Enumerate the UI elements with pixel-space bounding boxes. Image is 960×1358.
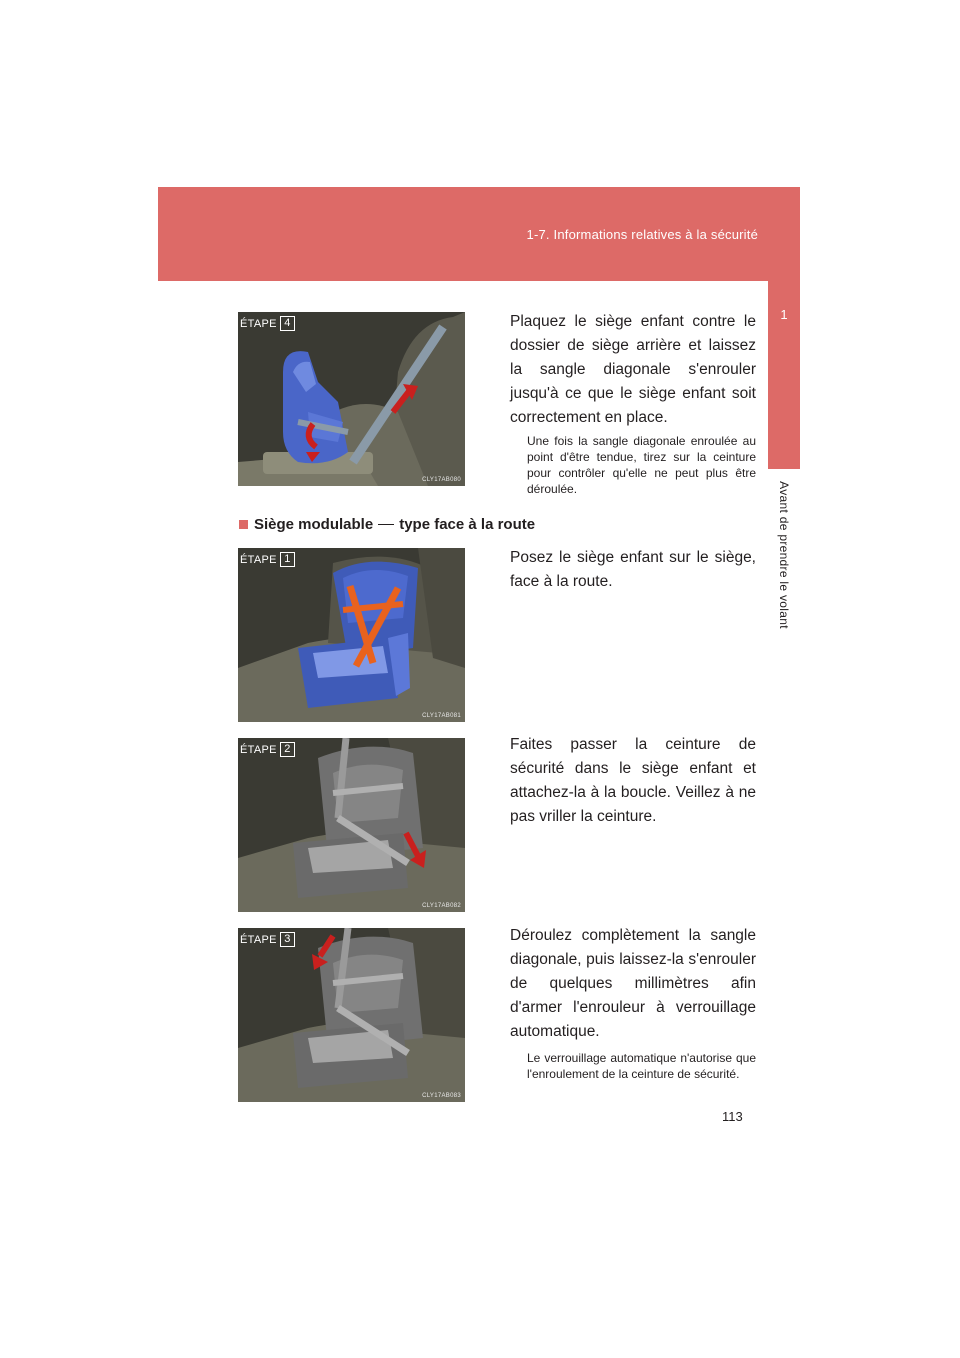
chapter-tab — [768, 281, 800, 469]
step-badge — [240, 742, 295, 757]
figure-code: CLY17AB080 — [422, 477, 461, 483]
step-1-text: Posez le siège enfant sur le siège, face à la route. — [510, 549, 756, 590]
figure-code: CLY17AB082 — [422, 903, 461, 909]
section-heading — [239, 516, 535, 533]
figure-step-3 — [238, 928, 465, 1102]
step-number: 2 — [280, 742, 295, 757]
car-seat-illustration-step-4 — [238, 312, 465, 486]
step-label: ÉTAPE — [240, 317, 277, 330]
step-4-text: Plaquez le siège enfant contre le dossier de siège arrière et laissez la sangle diagonale s'enrouler jusqu'à ce que le siège enfant soit correctement en place. — [510, 313, 756, 426]
figure-step-4 — [238, 312, 465, 486]
dash-icon — [378, 524, 394, 525]
step-3-text: Déroulez complètement la sangle diagonale, puis laissez-la s'enrouler de quelques millimètres afin d'armer l'enrouleur à verrouillage automatique. — [510, 927, 756, 1040]
step-badge — [240, 932, 295, 947]
step-number: 1 — [280, 552, 295, 567]
car-seat-illustration-step-1 — [238, 548, 465, 722]
figure-code: CLY17AB083 — [422, 1093, 461, 1099]
step-label: ÉTAPE — [240, 553, 277, 566]
figure-code: CLY17AB081 — [422, 713, 461, 719]
step-number: 3 — [280, 932, 295, 947]
header-band — [158, 187, 800, 281]
chapter-label-container — [770, 480, 798, 630]
figure-step-1 — [238, 548, 465, 722]
step-badge — [240, 316, 295, 331]
step-label: ÉTAPE — [240, 933, 277, 946]
chapter-label: Avant de prendre le volant — [777, 481, 791, 629]
step-badge — [240, 552, 295, 567]
step-label: ÉTAPE — [240, 743, 277, 756]
step-2-text: Faites passer la ceinture de sécurité dans le siège enfant et attachez-la à la boucle. Veillez à ne pas vriller la ceinture. — [510, 736, 756, 825]
step-3-note: Le verrouillage automatique n'autorise que l'enroulement de la ceinture de sécurité. — [527, 1051, 756, 1081]
car-seat-illustration-step-3 — [238, 928, 465, 1102]
section-title-suffix: type face à la route — [399, 516, 536, 533]
chapter-number: 1 — [780, 307, 788, 322]
section-title-prefix: Siège modulable — [254, 516, 374, 533]
page-number: 113 — [722, 1109, 743, 1124]
step-number: 4 — [280, 316, 295, 331]
section-title: 1-7. Informations relatives à la sécurité — [526, 227, 758, 242]
step-4-note: Une fois la sangle diagonale enroulée au point d'être tendue, tirez sur la ceinture pour contrôler qu'elle ne peut plus être déroulée. — [527, 434, 756, 496]
figure-step-2 — [238, 738, 465, 912]
car-seat-illustration-step-2 — [238, 738, 465, 912]
square-bullet-icon — [239, 520, 248, 529]
